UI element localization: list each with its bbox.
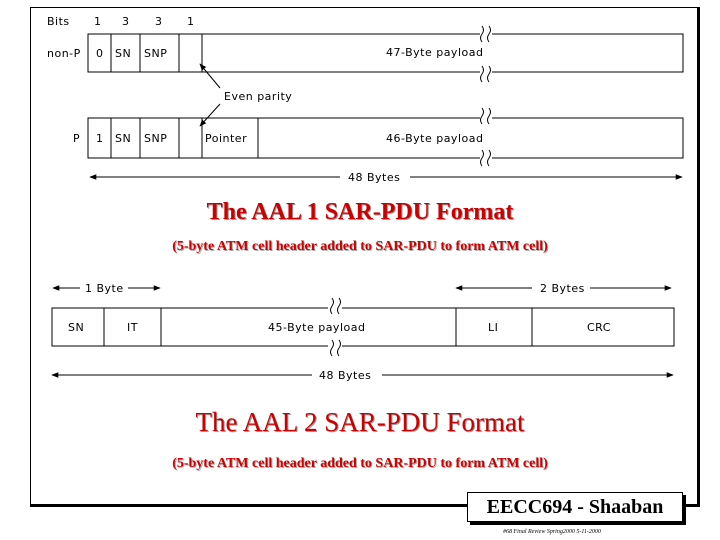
even-parity-arrow-up xyxy=(200,64,220,88)
p-pointer: Pointer xyxy=(205,132,248,145)
slide-footer: #68 Final Review Spring2000 5-11-2000 xyxy=(503,529,601,535)
aal2-2bytes-label: 2 Bytes xyxy=(540,282,585,295)
aal2-subtitle: (5-byte ATM cell header added to SAR-PDU to form ATM cell) xyxy=(172,456,548,471)
aal2-it: IT xyxy=(127,321,138,334)
nonp-payload: 47-Byte payload xyxy=(386,46,484,59)
course-badge: EECC694 - Shaaban xyxy=(467,492,683,522)
p-sn: SN xyxy=(115,132,132,145)
aal1-title: The AAL 1 SAR-PDU Format xyxy=(206,199,514,225)
aal2-crc: CRC xyxy=(587,321,611,334)
nonp-snp: SNP xyxy=(144,47,168,60)
bits-label: Bits xyxy=(47,15,70,28)
aal2-1byte-label: 1 Byte xyxy=(85,282,124,295)
bits-3a: 3 xyxy=(122,15,130,28)
bits-1b: 1 xyxy=(187,15,195,28)
even-parity-label: Even parity xyxy=(224,90,293,103)
p-bit: 1 xyxy=(96,132,104,145)
even-parity-arrow-down xyxy=(200,104,220,126)
p-payload: 46-Byte payload xyxy=(386,132,484,145)
p-snp: SNP xyxy=(144,132,168,145)
nonp-bit: 0 xyxy=(96,47,104,60)
nonp-sn: SN xyxy=(115,47,132,60)
aal1-total-label: 48 Bytes xyxy=(348,171,401,184)
p-label: P xyxy=(73,132,81,145)
aal2-sn: SN xyxy=(68,321,85,334)
aal1-subtitle: (5-byte ATM cell header added to SAR-PDU to form ATM cell) xyxy=(172,239,548,254)
bits-1: 1 xyxy=(94,15,102,28)
aal2-payload: 45-Byte payload xyxy=(268,321,366,334)
nonp-label: non-P xyxy=(47,47,81,60)
bits-3b: 3 xyxy=(155,15,163,28)
aal2-total-label: 48 Bytes xyxy=(319,369,372,382)
aal2-title: The AAL 2 SAR-PDU Format xyxy=(195,407,525,437)
aal2-li: LI xyxy=(488,321,499,334)
